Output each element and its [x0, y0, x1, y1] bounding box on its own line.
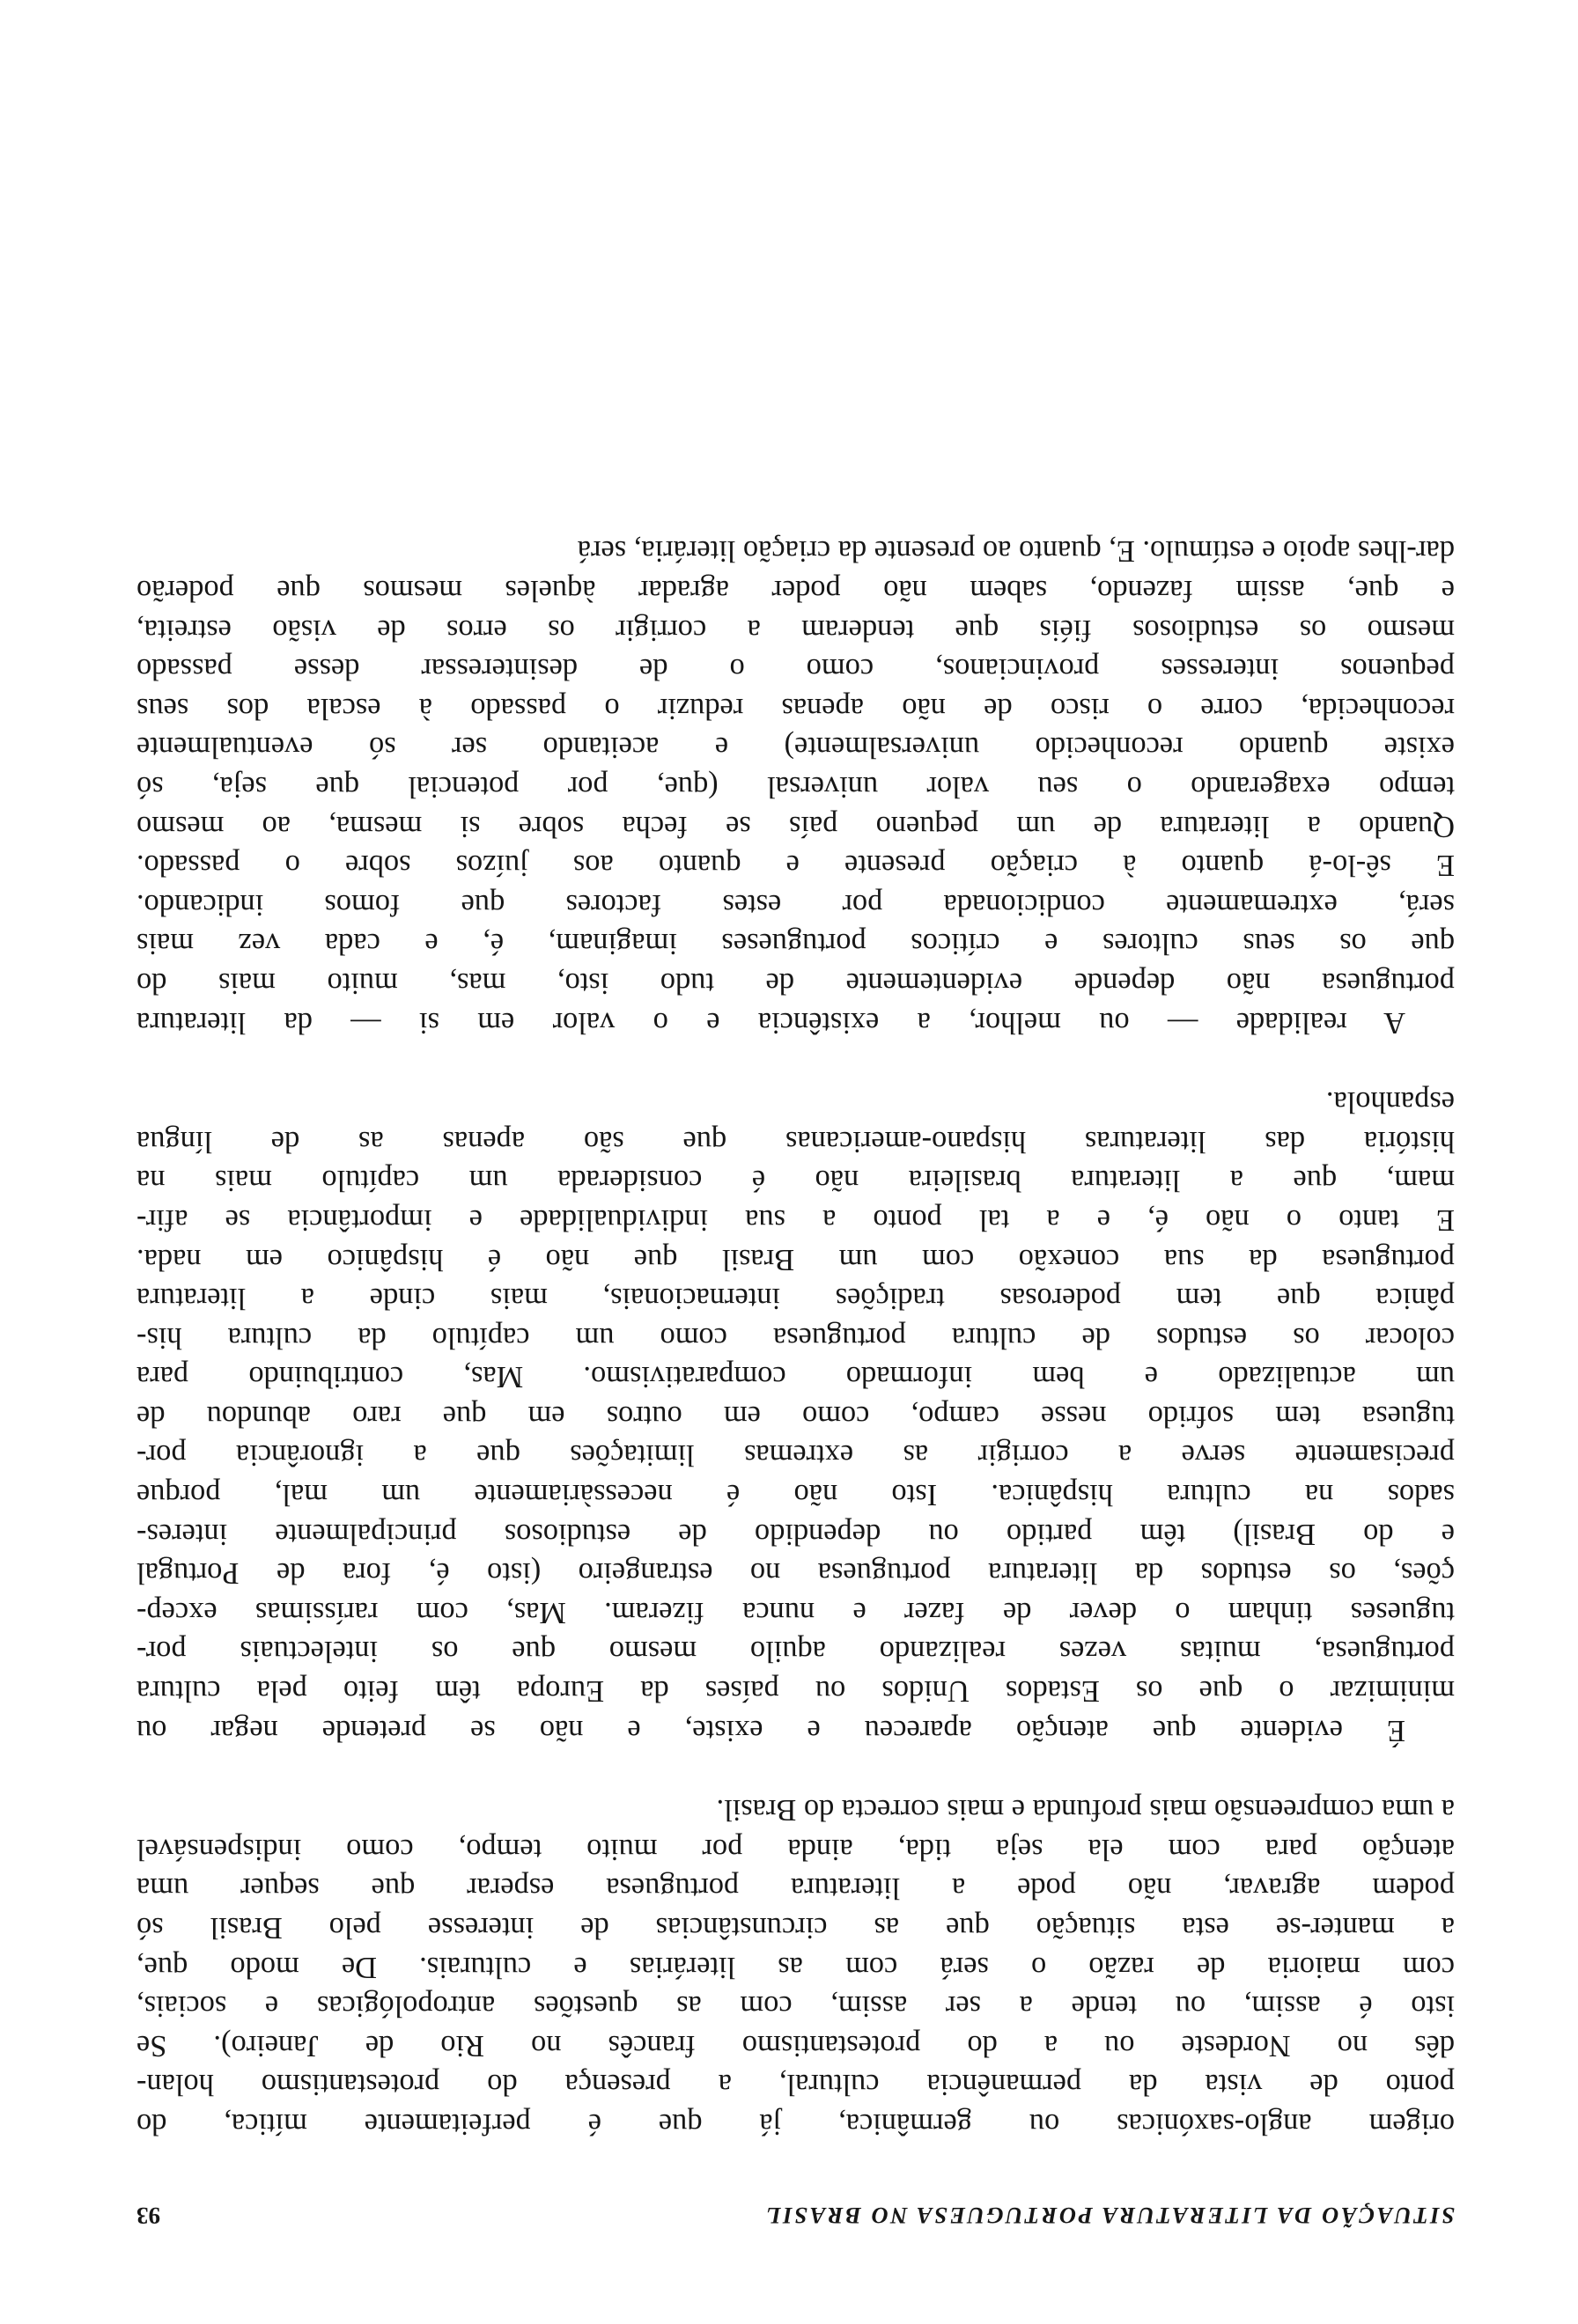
text-line: tugueses tinham o dever de fazer e nunca fizeram. Mas, com raríssimas excep-	[136, 1595, 1455, 1629]
paragraph	[136, 532, 1455, 1042]
text-line: existe quando reconhecido universalmente) e aceitando ser só eventualmente	[136, 731, 1455, 765]
text-line: portuguesa, muitas vezes realizando aquilo mesmo que os intelectuais por-	[136, 1635, 1455, 1669]
text-line: ções, os estudos da literatura portuguesa no estrangeiro (isto é, fora de Portugal	[136, 1556, 1455, 1591]
text-line: colocar os estudos de cultura portuguesa como um capítulo da cultura his-	[136, 1320, 1455, 1355]
text-line: minimizar o que os Estados Unidos ou países da Europa têm feito pela cultura	[136, 1674, 1455, 1709]
running-title: SITUAÇÃO DA LITERATURA PORTUGUESA NO BRASIL	[763, 2203, 1455, 2229]
paragraph	[136, 1083, 1455, 1750]
text-line: mesmo os estudiosos fiéis que tenderam a corrigir os erros de visão estreita,	[136, 613, 1455, 647]
text-line: ponto de vista da permanência cultural, a presença do protestantismo holan-	[136, 2068, 1455, 2102]
text-line: dar-lhes apoio e estímulo. E, quanto ao presente da criação literária, será	[577, 534, 1455, 569]
text-line: pânica que tem poderosas tradições internacionais, mais cinde a literatura	[136, 1282, 1455, 1316]
text-line: É evidente que atenção apareceu e existe, e não se pretende negar ou	[136, 1713, 1405, 1747]
text-line: dês no Nordeste ou a do protestantismo francês no Rio de Janeiro). Se	[136, 2028, 1455, 2063]
text-line: atenção para com ela seja tida, ainda por muito tempo, como indispensável	[136, 1832, 1455, 1866]
text-line: Quando a literatura de um pequeno país se fecha sobre si mesma, ao mesmo	[136, 809, 1455, 843]
text-line: mam, que a literatura brasileira não é considerada um capítulo mais na	[136, 1164, 1455, 1198]
text-line: a manter-se esta situação que as circunstâncias de interesse pelo Brasil só	[136, 1911, 1455, 1945]
text-line: portuguesa da sua conexão com um Brasil que não é hispânico em nada.	[136, 1242, 1455, 1276]
text-line: com maioria de razão o será com as literárias e culturais. De modo que,	[136, 1950, 1455, 1984]
text-line: que os seus cultores e críticos portugueses imaginam, é, e cada vez mais	[136, 927, 1455, 961]
page-number: 93	[136, 2203, 160, 2229]
text-line: história das literaturas hispano-americanas que são apenas as de língua	[136, 1124, 1455, 1158]
body-text	[136, 532, 1455, 2144]
text-line: e que, assim fazendo, sabem não poder agradar àqueles mesmos que poderão	[136, 574, 1455, 608]
text-line: portuguesa não depende evidentemente de tudo isto, mas, muito mais do	[136, 966, 1455, 1000]
text-line: reconhecida, corre o risco de não apenas reduzir o passado à escala dos seus	[136, 691, 1455, 725]
text-line: e do Brasil) têm partido ou dependido de estudiosos principalmente interes-	[136, 1517, 1455, 1551]
text-line: isto é assim, ou tende a ser assim, com as questões antropológicas e sociais,	[136, 1989, 1455, 2024]
text-line: tempo exagerando o seu valor universal (que, por potencial que seja, só	[136, 770, 1455, 804]
text-line: tuguesa tem sofrido nesse campo, como em outros em que raro abundou de	[136, 1399, 1455, 1433]
paragraph	[136, 1791, 1455, 2144]
text-line: sados na cultura hispânica. Isto não é necessàriamente um mal, porque	[136, 1478, 1455, 1512]
text-line: precisamente serve a corrigir as extremas limitações que a ignorância por-	[136, 1438, 1455, 1473]
paragraph-gap	[136, 1750, 1455, 1791]
text-line: a uma compreensão mais profunda e mais correcta do Brasil.	[716, 1793, 1455, 1828]
text-line: podem agravar, não pode a literatura portuguesa esperar que sequer uma	[136, 1872, 1455, 1906]
text-line: espanhola.	[1325, 1085, 1455, 1120]
text-line: E sê-lo-á quanto à criação presente e quanto aos juízos sobre o passado.	[136, 849, 1455, 883]
text-line: um actualizado e bem informado comparativismo. Mas, contribuindo para	[136, 1360, 1455, 1394]
paragraph-gap	[136, 1042, 1455, 1083]
text-line: será, extremamente condicionada por estes factores que fomos indicando.	[136, 887, 1455, 922]
text-line: E tanto o não é, e a tal ponto a sua individualidade e importância se afir-	[136, 1202, 1455, 1237]
text-line: origem anglo-saxónicas ou germânica, já que é perfeitamente mítica, do	[136, 2107, 1455, 2141]
text-line: A realidade — ou melhor, a existência e o valor em si — da literatura	[136, 1005, 1405, 1040]
text-line: pequenos interesses provincianos, como o de desinteressar desse passado	[136, 652, 1455, 687]
running-head	[136, 2194, 1455, 2229]
